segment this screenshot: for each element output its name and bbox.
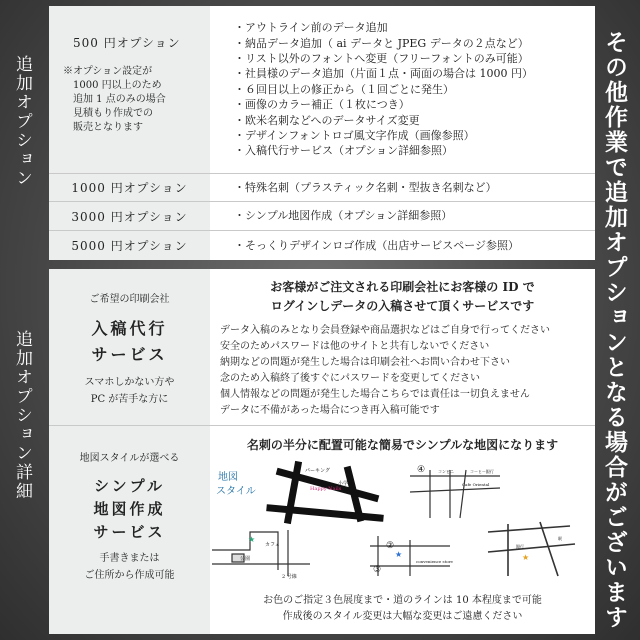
- map-sample-4: [410, 470, 500, 518]
- service-target: スマホしかない方や PC が苦手な方に: [84, 377, 175, 405]
- map-label: ③: [373, 565, 382, 575]
- option-row-5000: [49, 231, 595, 260]
- list-item: ・リスト以外のフォントへ変更（フリーフォントのみ可能）: [234, 51, 529, 65]
- map-label: コンビニ: [438, 469, 454, 474]
- list-item: 安全のためパスワードは他のサイトと共有しないでください: [220, 341, 490, 352]
- option-row-3000: [49, 202, 595, 230]
- service-title: シンプル 地図作成 サービス: [93, 477, 166, 541]
- list-item: 納期などの問題が発生した場合は印刷会社へお問い合わせ下さい: [220, 357, 510, 368]
- list-item: 個人情報などの問題が発生した場合こちらでは責任は一切負えません: [220, 389, 530, 400]
- map-label: 小学校: [338, 481, 354, 487]
- list-item: ・社員様のデータ追加（片面１点・両面の場合は 1000 円）: [234, 67, 533, 81]
- service-footnote: お色のご指定３色展度まで・道のラインは 10 本程度まで可能 作成後のスタイル変更は大幅な変更はご遠慮ください: [263, 595, 542, 622]
- service-lead: お客様がご注文される印刷会社にお客様の ID で ログインしデータの入稿させて頂くサービスです: [270, 280, 535, 313]
- map-sample-5: [488, 522, 575, 576]
- map-style-label: 地図: [218, 472, 238, 483]
- service-simple-map: [49, 426, 595, 634]
- service-rules: [210, 323, 595, 419]
- service-target: 手書きまたは ご住所から作成可能: [84, 553, 175, 581]
- service-upload-proxy: [49, 269, 595, 425]
- map-label: 2 号線: [282, 574, 297, 580]
- option-title: 1000 円オプション: [71, 181, 188, 195]
- service-details: [49, 269, 595, 634]
- list-item: ・欧米名刺などへのデータサイズ変更: [234, 113, 420, 127]
- list-item: ・特殊名刺（プラスティック名刺・型抜き名刺など）: [234, 180, 497, 194]
- star-icon: ★: [395, 550, 403, 559]
- list-item: ・画像のカラー補正（１枚につき）: [234, 98, 410, 112]
- options-table: [49, 6, 595, 260]
- option-row-500: [49, 6, 595, 173]
- service-lead: 名刺の半分に配置可能な簡易でシンプルな地図になります: [246, 438, 559, 452]
- list-item: データに不備があった場合につき再入稿可能です: [220, 405, 440, 416]
- list-item: データ入稿のみとなり会員登録や商品選択などはご自身で行ってください: [220, 325, 550, 336]
- map-samples: [210, 460, 595, 580]
- option-title: 5000 円オプション: [71, 239, 188, 253]
- service-title: 入稿代行 サービス: [91, 319, 168, 364]
- map-label: 銀行: [516, 544, 524, 549]
- map-label: ②: [386, 541, 395, 551]
- list-item: ・そっくりデザインロゴ作成（出店サービスページ参照）: [234, 238, 520, 252]
- service-tagline: 地図スタイルが選べる: [79, 453, 180, 464]
- service-tagline: ご希望の印刷会社: [89, 294, 170, 305]
- map-label: Cafe Oriental: [462, 482, 490, 487]
- side-caption-details: 追加オプション詳細: [12, 330, 32, 501]
- list-item: ・シンプル地図作成（オプション詳細参照）: [234, 209, 453, 223]
- map-label: convenience store: [416, 559, 453, 564]
- side-caption-options: 追加オプション: [12, 55, 32, 188]
- list-item: ・納品データ追加（ ai データと JPEG データの２点など）: [234, 36, 529, 50]
- option-row-1000: [49, 174, 595, 201]
- side-caption-notice: その他作業で追加オプションとなる場合がございます: [601, 30, 628, 630]
- map-label: コーヒー銀行: [470, 469, 494, 474]
- map-label: 駅: [558, 536, 562, 541]
- option-note: ※オプション設定が 1000 円以上のため 追加 1 点のみの場合 見積もり作成での 販売となります: [63, 66, 166, 133]
- map-label: カフェ: [265, 542, 280, 548]
- map-label: パーキング: [305, 468, 330, 474]
- list-item: ・入稿代行サービス（オプション詳細参照）: [234, 144, 454, 158]
- map-label: Happy Nails: [310, 486, 342, 492]
- option-items: [210, 6, 595, 173]
- map-label: ④: [417, 465, 426, 475]
- map-sample-2: [212, 530, 310, 576]
- map-label: 公園: [240, 556, 251, 562]
- option-title: 500 円オプション: [73, 36, 181, 50]
- list-item: ・アウトライン前のデータ追加: [234, 21, 388, 35]
- list-item: ・６回目以上の修正から（１回ごとに発生）: [234, 82, 454, 96]
- list-item: 念のため入稿終了後すぐにパスワードを変更してください: [220, 373, 480, 384]
- map-style-label: スタイル: [216, 486, 256, 497]
- option-title: 3000 円オプション: [71, 209, 188, 224]
- list-item: ・デザインフォントロゴ風文字作成（画像参照）: [234, 129, 475, 143]
- map-sample-3: [370, 536, 450, 576]
- star-icon: ★: [522, 553, 530, 562]
- star-icon: ★: [248, 535, 256, 544]
